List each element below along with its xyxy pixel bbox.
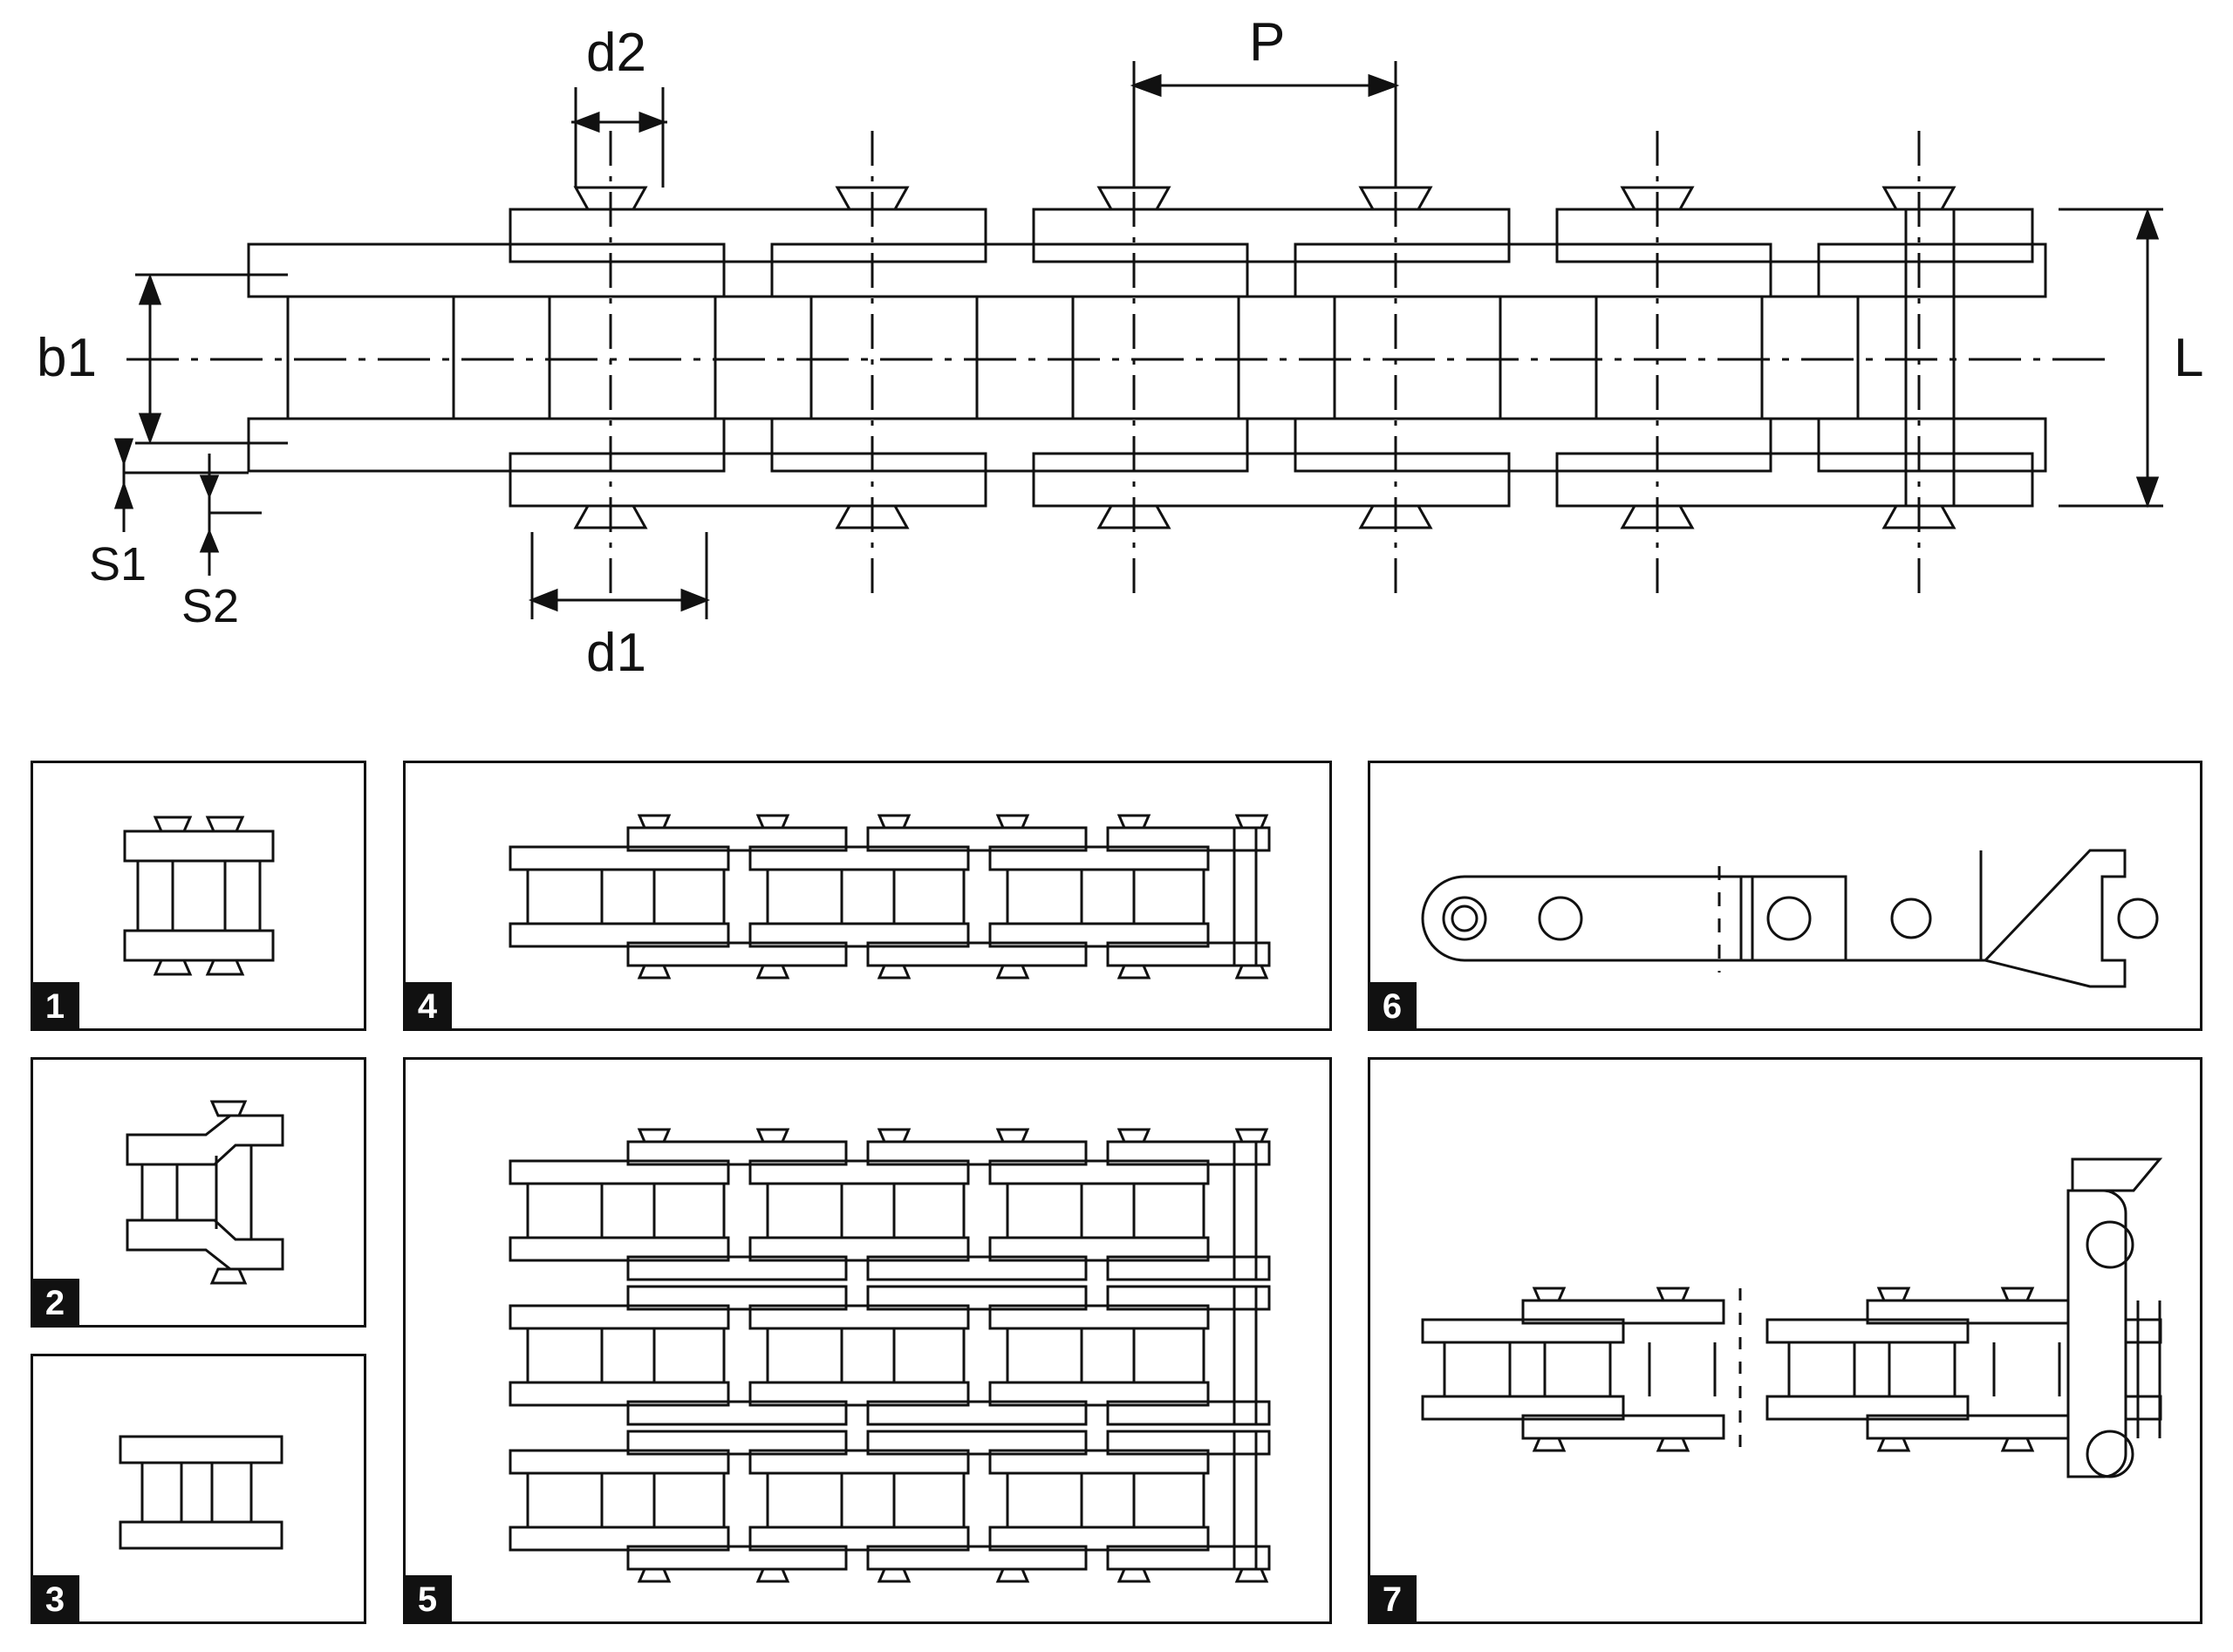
panel-2-graphic xyxy=(33,1060,364,1325)
dimension-label-d1: d1 xyxy=(586,623,646,683)
panel-1-graphic xyxy=(33,763,364,1028)
panel-7-bent-plate-attachment xyxy=(1368,1057,2202,1624)
panel-6-extended-pin-attachment xyxy=(1368,761,2202,1031)
dimension-label-b1: b1 xyxy=(37,328,97,388)
panel-badge-2: 2 xyxy=(31,1279,79,1328)
panel-badge-1: 1 xyxy=(31,982,79,1031)
panel-2-offset-link xyxy=(31,1057,366,1328)
panel-badge-4: 4 xyxy=(403,982,452,1031)
panel-7-graphic xyxy=(1370,1060,2200,1621)
dimension-label-S1: S1 xyxy=(89,538,147,590)
dimension-label-S2: S2 xyxy=(181,580,240,632)
panel-3-graphic xyxy=(33,1356,364,1621)
main-chain-drawing xyxy=(0,0,2233,715)
panel-6-graphic xyxy=(1370,763,2200,1028)
panel-badge-5: 5 xyxy=(403,1575,452,1624)
panel-badge-7: 7 xyxy=(1368,1575,1417,1624)
panel-5-triplex-strand xyxy=(403,1057,1332,1624)
panel-3-inner-link xyxy=(31,1354,366,1624)
dimension-label-L: L xyxy=(2174,328,2204,388)
panel-4-graphic xyxy=(406,763,1329,1028)
panel-5-graphic xyxy=(406,1060,1329,1621)
panel-badge-3: 3 xyxy=(31,1575,79,1624)
dimension-label-d2: d2 xyxy=(586,23,646,83)
dimension-label-P: P xyxy=(1249,12,1286,72)
panel-4-simplex-strand xyxy=(403,761,1332,1031)
panel-badge-6: 6 xyxy=(1368,982,1417,1031)
panel-1-connecting-link xyxy=(31,761,366,1031)
